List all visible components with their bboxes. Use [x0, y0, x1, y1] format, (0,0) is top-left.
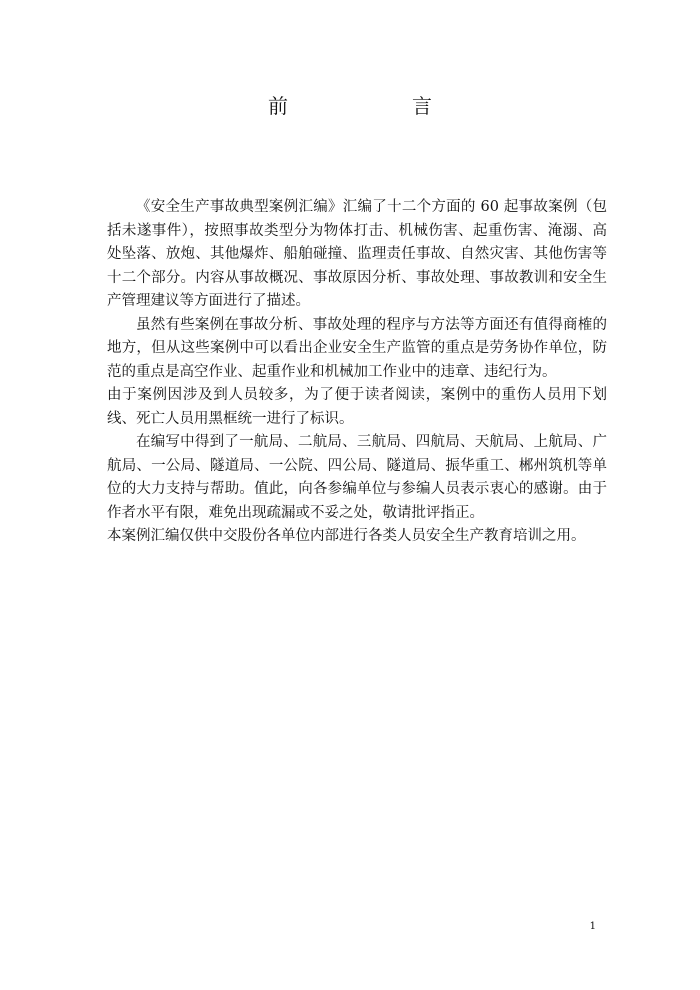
page-title: 前 言 [268, 94, 460, 118]
paragraph-5: 本案例汇编仅供中交股份各单位内部进行各类人员安全生产教育培训之用。 [107, 528, 586, 544]
paragraph-4: 在编写中得到了一航局、二航局、三航局、四航局、天航局、上航局、广航局、一公局、隧道局、一公院、四公局、隧道局、振华重工、郴州筑机等单位的大力支持与帮助。值此，向各参编单位与参编人员表示衷心的感谢。由于作者水平有限，难免出现疏漏或不妥之处，敬请批评指正。 [107, 434, 607, 521]
paragraph-1: 《安全生产事故典型案例汇编》汇编了十二个方面的 60 起事故案例（包括未遂事件），按照事故类型分为物体打击、机械伤害、起重伤害、淹溺、高处坠落、放炮、其他爆炸、船舶碰撞、监理责任事故、自然灾害、其他伤害等十二个部分。内容从事故概况、事故原因分析、事故处理、事故教训和安全生产管理建议等方面进行了描述。 [107, 199, 607, 309]
page-number: 1 [589, 921, 596, 932]
paragraph-2: 虽然有些案例在事故分析、事故处理的程序与方法等方面还有值得商榷的地方，但从这些案例中可以看出企业安全生产监管的重点是劳务协作单位，防范的重点是高空作业、起重作业和机械加工作业中的违章、违纪行为。 [107, 316, 607, 380]
body-text [107, 196, 607, 549]
paragraph-3: 由于案例因涉及到人员较多，为了便于读者阅读，案例中的重伤人员用下划线、死亡人员用黑框统一进行了标识。 [107, 387, 607, 427]
